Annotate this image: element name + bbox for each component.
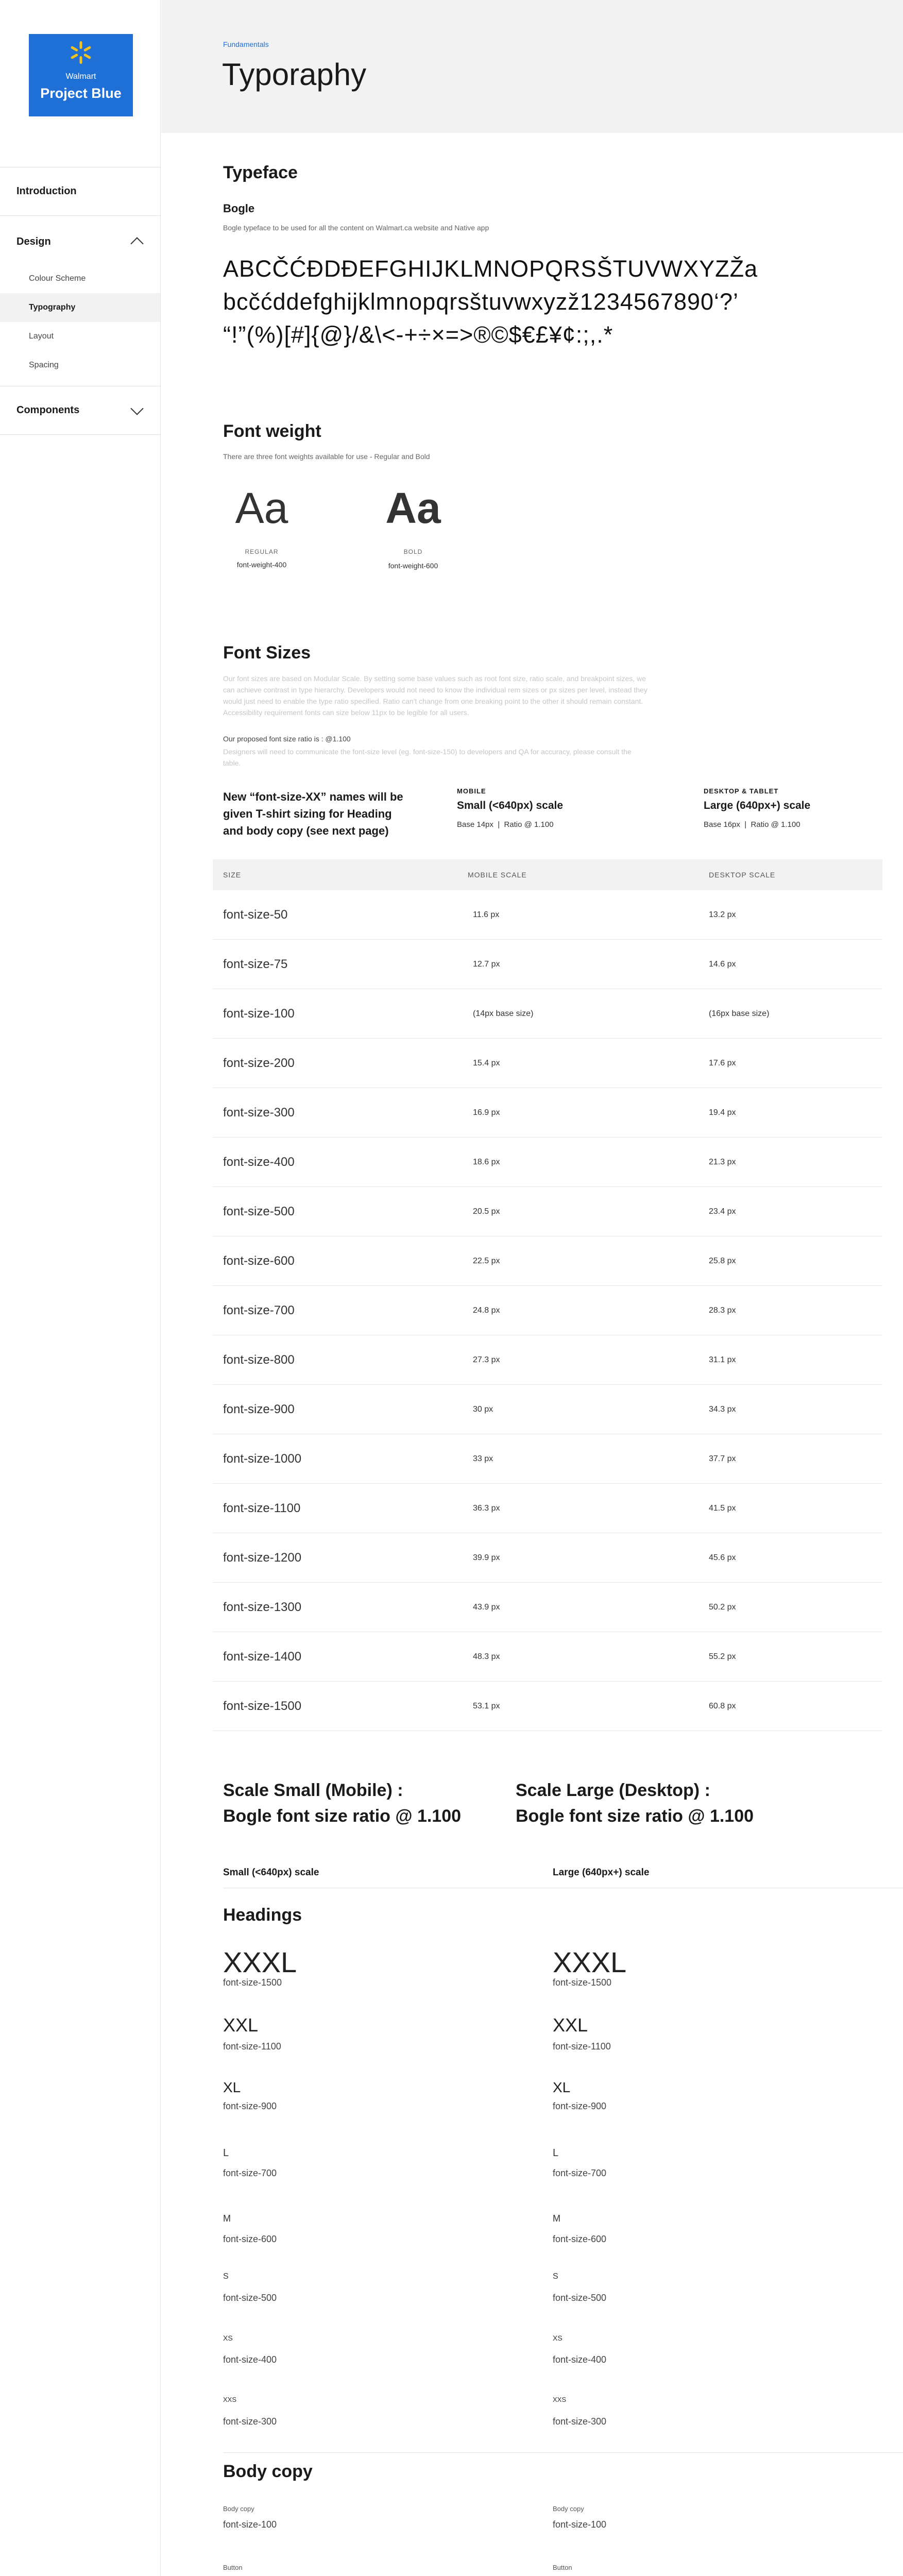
glyph-line-1: ABCČĆĐDĐEFGHIJKLMNOPQRSŠTUVWXYZŽa [223,256,758,282]
desktop-scale-cell: 13.2 px [709,910,736,919]
main-content [223,0,903,2576]
heading-sample-small: XXS [223,2396,237,2403]
heading-sample-small: XXL [223,2014,259,2036]
scale-large-title-line1: Scale Large (Desktop) : [516,1781,710,1800]
heading-sample-large: M [553,2213,560,2224]
heading-code-large: font-size-500 [553,2293,607,2303]
desktop-scale-cell: 14.6 px [709,959,736,969]
size-cell: font-size-700 [223,1303,295,1317]
mobile-scale-cell: 53.1 px [473,1701,500,1710]
heading-sample-small: XS [223,2334,233,2342]
heading-sample-large: XXS [553,2396,567,2403]
mobile-scale-cell: 12.7 px [473,959,500,969]
heading-sample-large: S [553,2272,558,2281]
heading-sample-large: XXXL [553,1946,627,1978]
heading-sample-large: L [553,2147,559,2159]
logo-project-name: Project Blue [40,86,122,101]
heading-sample-small: XXXL [223,1946,297,1978]
desktop-scale-cell: 21.3 px [709,1157,736,1166]
table-row [213,1138,882,1187]
body-copy-label-large: Body copy [553,2505,584,2513]
heading-code-large: font-size-600 [553,2234,607,2244]
size-cell: font-size-1200 [223,1550,302,1565]
heading-code-large: font-size-1100 [553,2041,611,2052]
table-row [213,1533,882,1583]
heading-code-small: font-size-600 [223,2234,277,2244]
desktop-scale-cell: 19.4 px [709,1108,736,1117]
heading-code-large: font-size-900 [553,2101,607,2111]
mobile-scale-cell: 24.8 px [473,1306,500,1315]
bold-code: font-weight-600 [388,562,438,570]
size-cell: font-size-100 [223,1006,295,1021]
desktop-base: Base 16px | Ratio @ 1.100 [704,820,800,829]
walmart-spark-icon [69,40,93,65]
body-copy-label-small: Body copy [223,2505,254,2513]
desktop-scale-cell: 31.1 px [709,1355,736,1364]
nav-typography[interactable]: Typography [0,293,160,322]
size-cell: font-size-1400 [223,1649,302,1664]
glyph-line-3: “!”(%)[#]{@}/&\<-+÷×=>®©$€£¥¢:;,.* [223,321,614,348]
project-blue-logo[interactable] [29,34,133,116]
mobile-scale-cell: 18.6 px [473,1157,500,1166]
size-cell: font-size-1000 [223,1451,302,1466]
nav-spacing[interactable]: Spacing [29,361,59,369]
mobile-scale-cell: 27.3 px [473,1355,500,1364]
chevron-up-icon[interactable] [130,237,143,250]
mobile-scale-cell: 43.9 px [473,1602,500,1612]
table-row [213,1187,882,1236]
heading-code-small: font-size-400 [223,2354,277,2365]
table-row [213,1335,882,1385]
table-row [213,1236,882,1286]
size-cell: font-size-1300 [223,1600,302,1614]
size-cell: font-size-1500 [223,1699,302,1713]
font-size-table [213,859,882,1731]
font-weight-description: There are three font weights available for use - Regular and Bold [223,452,430,461]
font-name: Bogle [223,202,255,215]
table-row [213,1583,882,1632]
mobile-scale-cell: 33 px [473,1454,493,1463]
table-row [213,989,882,1039]
typeface-heading: Typeface [223,163,298,182]
tshirt-callout: New “font-size-XX” names will be given T-shirt sizing for Heading and body copy (see next page) [223,790,403,837]
mobile-tag: MOBILE [457,787,486,795]
scale-small-title [223,1777,461,1829]
page-title: Typoraphy [222,57,367,92]
chevron-down-icon[interactable] [130,402,143,415]
size-cell: font-size-600 [223,1253,295,1268]
mobile-scale-cell: 48.3 px [473,1652,500,1661]
small-scale-label: Small (<640px) scale [223,1867,319,1878]
glyph-line-2: bcčćddefghijklmnopqrsštuvwxyzž1234567890‘?’ [223,289,739,315]
nav-introduction[interactable] [0,167,160,216]
mobile-base: Base 14px | Ratio @ 1.100 [457,820,554,829]
desktop-scale-cell: 41.5 px [709,1503,736,1513]
desktop-scale-cell: 50.2 px [709,1602,736,1612]
nav-layout[interactable]: Layout [29,332,54,341]
nav-design[interactable] [0,216,160,264]
nav-design-label: Design [16,235,51,247]
regular-code: font-weight-400 [236,561,287,569]
design-submenu [0,264,160,386]
desktop-scale-cell: 34.3 px [709,1404,736,1414]
mobile-scale-cell: 15.4 px [473,1058,500,1067]
nav-colour-scheme[interactable]: Colour Scheme [29,274,86,283]
header-desktop: DESKTOP SCALE [709,871,776,879]
table-row [213,1434,882,1484]
mobile-scale-cell: 36.3 px [473,1503,500,1513]
size-cell: font-size-500 [223,1204,295,1218]
scale-small-title-line2: Bogle font size ratio @ 1.100 [223,1806,462,1826]
table-row [213,1039,882,1088]
desktop-scale-cell: 45.6 px [709,1553,736,1562]
mobile-scale-title: Small (<640px) scale [457,800,564,811]
font-sizes-intro: Our font sizes are based on Modular Scale. By setting some base values such as root font size, ratio scale, and breakpoint sizes, we can achieve contrast in type hierarchy. Developers would not need to know the individual rem sizes or px sizes per level, instead they would just need to enable the type ratio specified. Ratio can't change from one breaking point to the other it should remain constant. Accessibility requirement fonts can size below 11px to be legible for all users. [223,674,648,717]
desktop-scale-cell: 55.2 px [709,1652,736,1661]
headings-heading: Headings [223,1905,302,1925]
font-sizes-heading: Font Sizes [223,643,311,663]
heading-sample-large: XXL [553,2014,588,2036]
mobile-scale-cell: 16.9 px [473,1108,500,1117]
nav-introduction-label: Introduction [16,185,77,197]
font-weight-heading: Font weight [223,421,321,441]
body-copy-code-large: font-size-100 [553,2519,607,2530]
table-header [213,859,882,890]
desktop-scale-cell: 60.8 px [709,1701,736,1710]
heading-sample-small: XL [223,2079,241,2095]
size-cell: font-size-800 [223,1352,295,1367]
size-cell: font-size-300 [223,1105,295,1120]
size-cell: font-size-50 [223,907,288,922]
table-row [213,1484,882,1533]
heading-code-small: font-size-500 [223,2293,277,2303]
heading-code-large: font-size-700 [553,2168,607,2178]
body-copy-heading: Body copy [223,2462,313,2481]
table-row [213,1682,882,1731]
desktop-scale-title: Large (640px+) scale [704,800,811,811]
size-cell: font-size-400 [223,1155,295,1169]
proposed-ratio: Our proposed font size ratio is : @1.100 [223,735,351,743]
desktop-scale-cell: 23.4 px [709,1207,736,1216]
scale-small-title-line1: Scale Small (Mobile) : [223,1781,403,1800]
mobile-scale-cell: 22.5 px [473,1256,500,1265]
nav-components[interactable] [0,386,160,435]
heading-code-small: font-size-300 [223,2416,277,2427]
heading-code-large: font-size-400 [553,2354,607,2365]
desktop-tag: DESKTOP & TABLET [704,787,779,795]
table-row [213,1632,882,1682]
desktop-scale-cell: (16px base size) [709,1009,770,1018]
mobile-scale-cell: (14px base size) [473,1009,534,1018]
bold-sample: Aa [385,484,441,532]
table-row [213,1088,882,1138]
heading-sample-small: S [223,2272,229,2281]
typeface-description: Bogle typeface to be used for all the content on Walmart.ca website and Native app [223,224,489,232]
size-cell: font-size-75 [223,957,288,971]
nav-components-label: Components [16,404,80,416]
heading-code-large: font-size-300 [553,2416,607,2427]
table-body [213,890,882,1731]
table-row [213,1286,882,1335]
header-mobile: MOBILE SCALE [468,871,527,879]
header-size: SIZE [223,871,242,879]
logo-area [0,0,160,167]
desktop-scale-cell: 28.3 px [709,1306,736,1315]
table-row [213,1385,882,1434]
desktop-scale-cell: 37.7 px [709,1454,736,1463]
body-copy-label-large: Button [553,2564,572,2571]
heading-sample-small: M [223,2213,231,2224]
breadcrumb[interactable]: Fundamentals [223,40,269,48]
size-cell: font-size-900 [223,1402,295,1416]
regular-sample: Aa [235,484,288,532]
bold-label: BOLD [403,548,423,555]
heading-code-small: font-size-1500 [223,1977,282,1988]
table-row [213,940,882,989]
heading-sample-large: XL [553,2079,571,2095]
font-sizes-note: Designers will need to communicate the font-size level (eg. font-size-150) to developers and QA for accuracy, please consult the table. [223,748,632,767]
size-cell: font-size-200 [223,1056,295,1070]
scale-large-title-line2: Bogle font size ratio @ 1.100 [516,1806,754,1826]
mobile-scale-cell: 39.9 px [473,1553,500,1562]
mobile-scale-cell: 30 px [473,1404,493,1414]
body-divider [223,2452,903,2453]
logo-walmart-text: Walmart [65,72,96,81]
desktop-scale-cell: 25.8 px [709,1256,736,1265]
heading-sample-small: L [223,2147,229,2159]
large-scale-label: Large (640px+) scale [553,1867,650,1878]
desktop-scale-cell: 17.6 px [709,1058,736,1067]
table-row [213,890,882,940]
mobile-scale-cell: 11.6 px [473,910,500,919]
body-copy-code-small: font-size-100 [223,2519,277,2530]
heading-code-small: font-size-1100 [223,2041,281,2052]
body-copy-label-small: Button [223,2564,243,2571]
regular-label: REGULAR [245,548,279,555]
size-cell: font-size-1100 [223,1501,301,1515]
heading-code-small: font-size-700 [223,2168,277,2178]
mobile-scale-cell: 20.5 px [473,1207,500,1216]
scale-large-title [516,1777,754,1829]
heading-code-small: font-size-900 [223,2101,277,2111]
sidebar [0,0,161,2576]
heading-code-large: font-size-1500 [553,1977,612,1988]
heading-sample-large: XS [553,2334,563,2342]
